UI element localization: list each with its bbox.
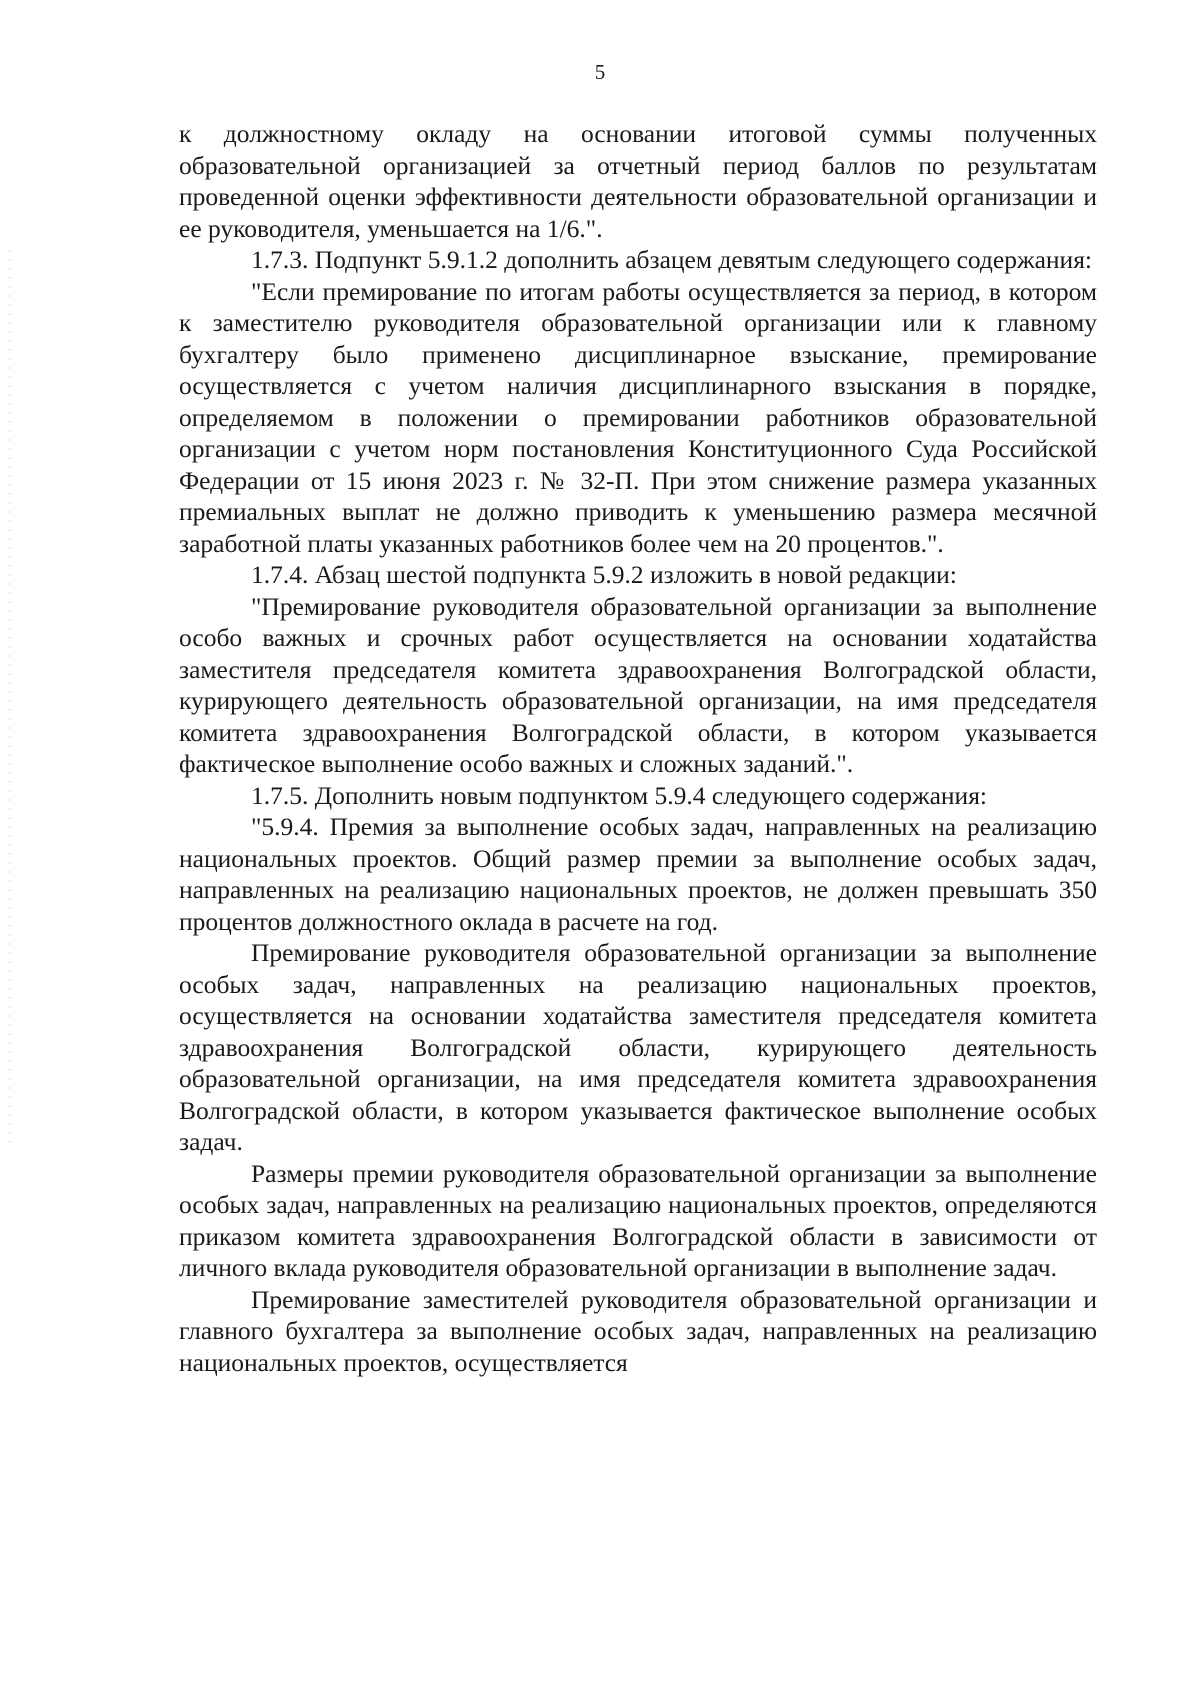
scan-edge-marks [8, 250, 11, 1150]
paragraph-5-9-4: "5.9.4. Премия за выполнение особых задач, направленных на реализацию национальных проектов. Общий размер премии за выполнение особых задач, направленных на реализацию национальных проектов, не должен превышать 350 процентов должностного оклада в расчете на год. [179, 812, 1097, 936]
paragraph-head-bonus: Премирование руководителя образовательной организации за выполнение особых задач, направленных на реализацию национальных проектов, осуществляется на основании ходатайства заместителя председателя комитета здравоохранения Волгоградской области, курирующего деятельность образовательной организации, на имя председателя комитета здравоохранения Волгоградской области, в котором указывается фактическое выполнение особых задач. [179, 938, 1097, 1156]
paragraph-1-7-5: 1.7.5. Дополнить новым подпунктом 5.9.4 следующего содержания: [251, 780, 988, 810]
paragraph-1-7-4: 1.7.4. Абзац шестой подпункта 5.9.2 изложить в новой редакции: [251, 560, 957, 589]
document-body [179, 118, 1097, 1378]
page-number: 5 [594, 60, 606, 84]
paragraph-bonus-sizes: Размеры премии руководителя образовательной организации за выполнение особых задач, направленных на реализацию национальных проектов, определяются приказом комитета здравоохранения Волгоградской области в зависимости от личного вклада руководителя образовательной организации в выполнение задач. [179, 1158, 1097, 1282]
paragraph-quote-urgent-work: "Премирование руководителя образовательной организации за выполнение особо важных и срочных работ осуществляется на основании ходатайства заместителя председателя комитета здравоохранения Волгоградской области, курирующего деятельность образовательной организации, на имя председателя комитета здравоохранения Волгоградской области, в котором указывается фактическое выполнение особо важных и сложных заданий.". [179, 591, 1097, 778]
paragraph-continuation: к должностному окладу на основании итоговой суммы полученных образовательной организацией за отчетный период баллов по результатам проведенной оценки эффективности деятельности образовательной организации и ее руководителя, уменьшается на 1/6.". [179, 119, 1097, 243]
paragraph-1-7-3: 1.7.3. Подпункт 5.9.1.2 дополнить абзацем девятым следующего содержания: [251, 245, 1093, 274]
paragraph-quote-discipline: "Если премирование по итогам работы осуществляется за период, в котором к заместителю руководителя образовательной организации или к главному бухгалтеру было применено дисциплинарное взыскание, премирование осуществляется с учетом наличия дисциплинарного взыскания в порядке, определяемом в положении о премировании работников образовательной организации с учетом норм постановления Конституционного Суда Российской Федерации от 15 июня 2023 г. № 32-П. При этом снижение размера указанных премиальных выплат не должно приводить к уменьшению размера месячной заработной платы указанных работников более чем на 20 процентов.". [179, 276, 1097, 558]
paragraph-deputies-bonus: Премирование заместителей руководителя образовательной организации и главного бухгалтера за выполнение особых задач, направленных на реализацию национальных проектов, осуществляется [179, 1284, 1097, 1377]
